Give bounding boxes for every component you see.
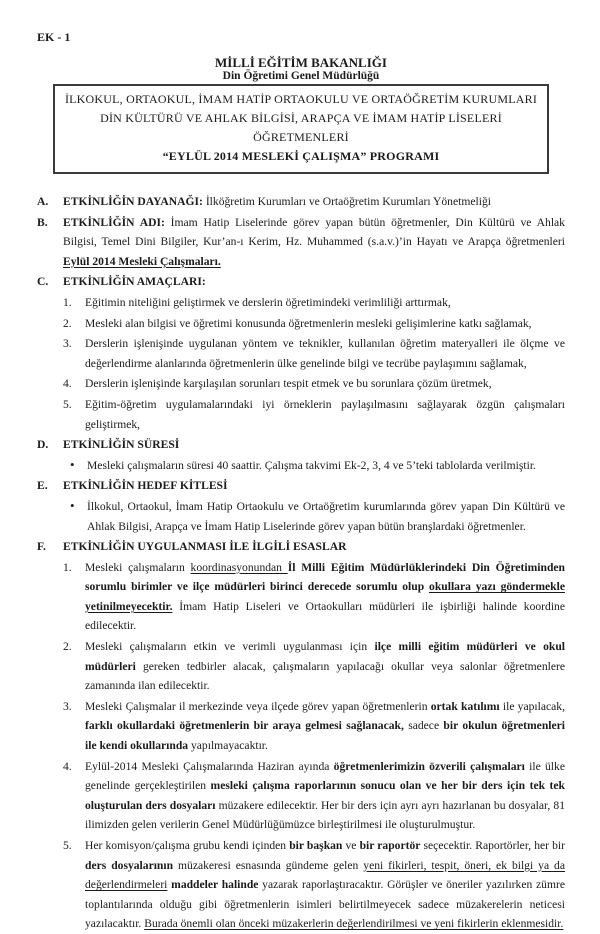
section-c-marker: C. [37, 275, 49, 289]
objective-1-number: 1. [63, 295, 72, 309]
section-c-heading: ETKİNLİĞİN AMAÇLARI: [63, 275, 206, 289]
essential-4-seg1: Eylül-2014 Mesleki Çalışmalarında Haziran ayında [85, 759, 334, 773]
essential-5-seg10: maddeler halinde [171, 878, 259, 892]
section-a [37, 192, 565, 212]
essential-5-seg4: bir raportör [359, 839, 421, 852]
target-audience-bullet [70, 497, 565, 536]
essential-1-seg4: okullara yazı göndermekle yetinilmeyecektir. [85, 580, 565, 613]
objective-item-5 [63, 395, 565, 434]
section-e-marker: E. [37, 479, 48, 493]
objective-item-1 [63, 293, 565, 313]
essential-5-seg6: ders dosyalarının [85, 858, 174, 872]
essential-5-seg7: müzakeresi esnasında gündeme gelen [173, 858, 364, 872]
section-a-text: İlköğretim Kurumları ve Ortaöğretim Kurumları Yönetmeliği [202, 195, 491, 208]
objective-2-number: 2. [63, 316, 72, 330]
section-b-marker: B. [37, 215, 48, 229]
essential-3-seg7: yapılmayacaktır. [188, 739, 268, 753]
section-b-heading: ETKİNLİĞİN ADI: [63, 215, 165, 229]
section-f-heading: ETKİNLİĞİN UYGULANMASI İLE İLGİLİ ESASLAR [63, 540, 347, 554]
essential-item-5 [63, 836, 565, 934]
essential-4-seg5: müzakere edilecektir. Her bir ders için ayrı ayrı hazırlanan bu dosyalar, 81 ilimizden gelen verilerin Genel Müdürlüğümüzce birleştirilmesi ile oluşturulmuştur. [85, 798, 565, 832]
essential-3-number: 3. [63, 699, 72, 713]
section-f-marker: F. [37, 540, 46, 554]
essential-3-seg4: farklı okullardaki öğretmenlerin bir araya gelmesi sağlanacak, [85, 719, 404, 733]
essential-5-seg8: yeni fikirleri, tespit, öneri, ek bilgi ya da değerlendirmeleri [85, 858, 565, 892]
program-title-box [53, 84, 549, 174]
objective-1-text: Eğitimin niteliğini geliştirmek ve derslerin öğretimindeki verimliliği arttırmak, [85, 295, 451, 309]
essential-4-seg3: ile ülke genelinde gerçekleştirilen [85, 759, 565, 793]
essential-1-seg1: Mesleki çalışmaların [85, 560, 191, 574]
objective-4-number: 4. [63, 377, 72, 391]
essential-4-seg2: öğretmenlerimizin özverili çalışmaları [333, 759, 525, 773]
essential-item-4 [63, 757, 565, 835]
target-audience-text: İlkokul, Ortaokul, İmam Hatip Ortaokulu ve Ortaöğretim kurumlarında görev yapan Din Kültürü ve Ahlak Bilgisi, Arapça ve İmam Hatip Liselerinde görev yapan bütün branşlardaki öğretmenler. [87, 499, 565, 533]
essential-3-seg1: Mesleki Çalışmalar il merkezinde veya ilçede görev yapan öğretmenlerin [85, 699, 431, 713]
essential-5-seg5: seçecektir. Raportörler, her bir [420, 839, 566, 852]
essential-item-3 [63, 697, 565, 756]
essential-3-seg2: ortak katılımı [430, 699, 500, 713]
objective-item-2 [63, 314, 565, 334]
title-box-line1: İLKOKUL, ORTAOKUL, İMAM HATİP ORTAOKULU VE ORTAÖĞRETİM KURUMLARI [64, 92, 538, 106]
section-f [37, 537, 565, 557]
essential-item-2 [63, 637, 565, 696]
essential-1-seg2: koordinasyonundan [190, 560, 288, 574]
document-body [37, 192, 565, 934]
essential-2-seg2: ilçe milli eğitim müdürleri ve okul müdürleri [85, 640, 565, 673]
essential-5-seg1: Her komisyon/çalışma grubu kendi içinden [85, 839, 290, 852]
title-box-line3: “EYLÜL 2014 MESLEKİ ÇALIŞMA” PROGRAMI [162, 149, 440, 163]
section-d [37, 435, 565, 455]
objective-item-3 [63, 334, 565, 373]
essential-1-number: 1. [63, 560, 72, 574]
essential-3-seg5: sadece [403, 719, 444, 733]
directorate-subtitle: Din Öğretimi Genel Müdürlüğü [222, 70, 380, 82]
essential-5-seg2: bir başkan [289, 839, 343, 852]
section-c [37, 272, 565, 292]
essential-1-seg3: İl Milli Eğitim Müdürlüklerindeki Din Öğretiminden sorumlu birimler ve ilçe müdürleri birinci derecede sorumlu olup [85, 560, 565, 594]
objective-item-4 [63, 374, 565, 394]
essential-3-seg6: bir okulun öğretmenleri ile kendi okullarında [85, 719, 565, 753]
section-e [37, 476, 565, 496]
essential-2-seg1: Mesleki çalışmaların etkin ve verimli uygulanması için [85, 640, 375, 654]
objective-2-text: Mesleki alan bilgisi ve öğretimi konusunda öğretmenlerin mesleki gelişimlerine katkı sağlamak, [85, 316, 532, 330]
section-d-marker: D. [37, 438, 49, 452]
essential-4-seg4: mesleki çalışma raporlarının sonucu olan ve her bir ders için tek tek oluşturulan ders dosyaları [85, 779, 565, 812]
objective-3-number: 3. [63, 337, 72, 351]
duration-bullet [70, 456, 565, 476]
section-b [37, 213, 565, 272]
section-a-heading: ETKİNLİĞİN DAYANAĞI: [63, 195, 203, 208]
objective-5-number: 5. [63, 397, 72, 411]
objective-5-text: Eğitim-öğretim uygulamalarındaki iyi örneklerin paylaşılmasını sağlayarak özgün çalışmaları geliştirmek, [85, 397, 565, 431]
essential-1-seg5: İmam Hatip Liseleri ve Ortaokulları müdürleri ile işbirliği halinde koordine edilecektir. [85, 599, 565, 633]
annex-label: EK - 1 [37, 30, 71, 44]
section-b-emphasis: Eylül 2014 Mesleki Çalışmaları. [63, 254, 221, 268]
section-a-marker: A. [37, 195, 49, 208]
essential-2-seg3: gereken tedbirler alacak, çalışmaların yapılacağı okullar veya salonlar öğretmenlere zamanında ilan edilecektir. [85, 659, 565, 693]
objective-3-text: Derslerin işlenişinde uygulanan yöntem ve teknikler, kullanılan öğretim materyalleri ile ölçme ve değerlendirme alanlarında öğretmenlerin ülke genelinde bilgi ve tecrübe paylaşımını sağlamak, [85, 337, 565, 370]
essential-5-seg12: Burada önemli olan önceki müzakerlerin değerlendirilmesi ve yeni fikirlerin eklenmesidir. [144, 917, 564, 931]
essential-4-number: 4. [63, 759, 72, 773]
objective-4-text: Derslerin işlenişinde karşılaşılan sorunları tespit etmek ve bu sorunlara çözüm üretmek, [85, 377, 492, 391]
essential-5-number: 5. [63, 839, 72, 852]
essential-2-number: 2. [63, 640, 72, 654]
bullet-icon: • [70, 456, 75, 472]
section-b-text: İmam Hatip Liselerinde görev yapan bütün öğretmenler, Din Kültürü ve Ahlak Bilgisi, Temel Dini Bilgiler, Kur’an-ı Kerim, Hz. Muhammed (s.a.v.)’in Hayatı ve Arapça öğretmenleri [63, 215, 565, 249]
ministry-title: MİLLİ EĞİTİM BAKANLIĞI [215, 55, 387, 70]
bullet-icon: • [70, 497, 75, 513]
duration-text: Mesleki çalışmaların süresi 40 saattir. Çalışma takvimi Ek-2, 3, 4 ve 5’teki tablolarda verilmiştir. [87, 458, 536, 472]
title-box-line2: DİN KÜLTÜRÜ VE AHLAK BİLGİSİ, ARAPÇA VE İMAM HATİP LİSELERİ ÖĞRETMENLERİ [100, 111, 502, 144]
section-e-heading: ETKİNLİĞİN HEDEF KİTLESİ [63, 479, 228, 493]
section-d-heading: ETKİNLİĞİN SÜRESİ [63, 438, 180, 452]
essential-3-seg3: ile yapılacak, [499, 699, 565, 713]
essential-5-seg3: ve [342, 839, 360, 852]
essential-item-1 [63, 558, 565, 636]
essential-5-seg11: yazarak raporlaştıracaktır. Görüşler ve öneriler yazılırken zümre toplantılarında olduğu gibi öğretmenlerin isimleri belirtilmeyecek sadece müzakerelerin neticesi yazılacaktır. [85, 878, 565, 931]
